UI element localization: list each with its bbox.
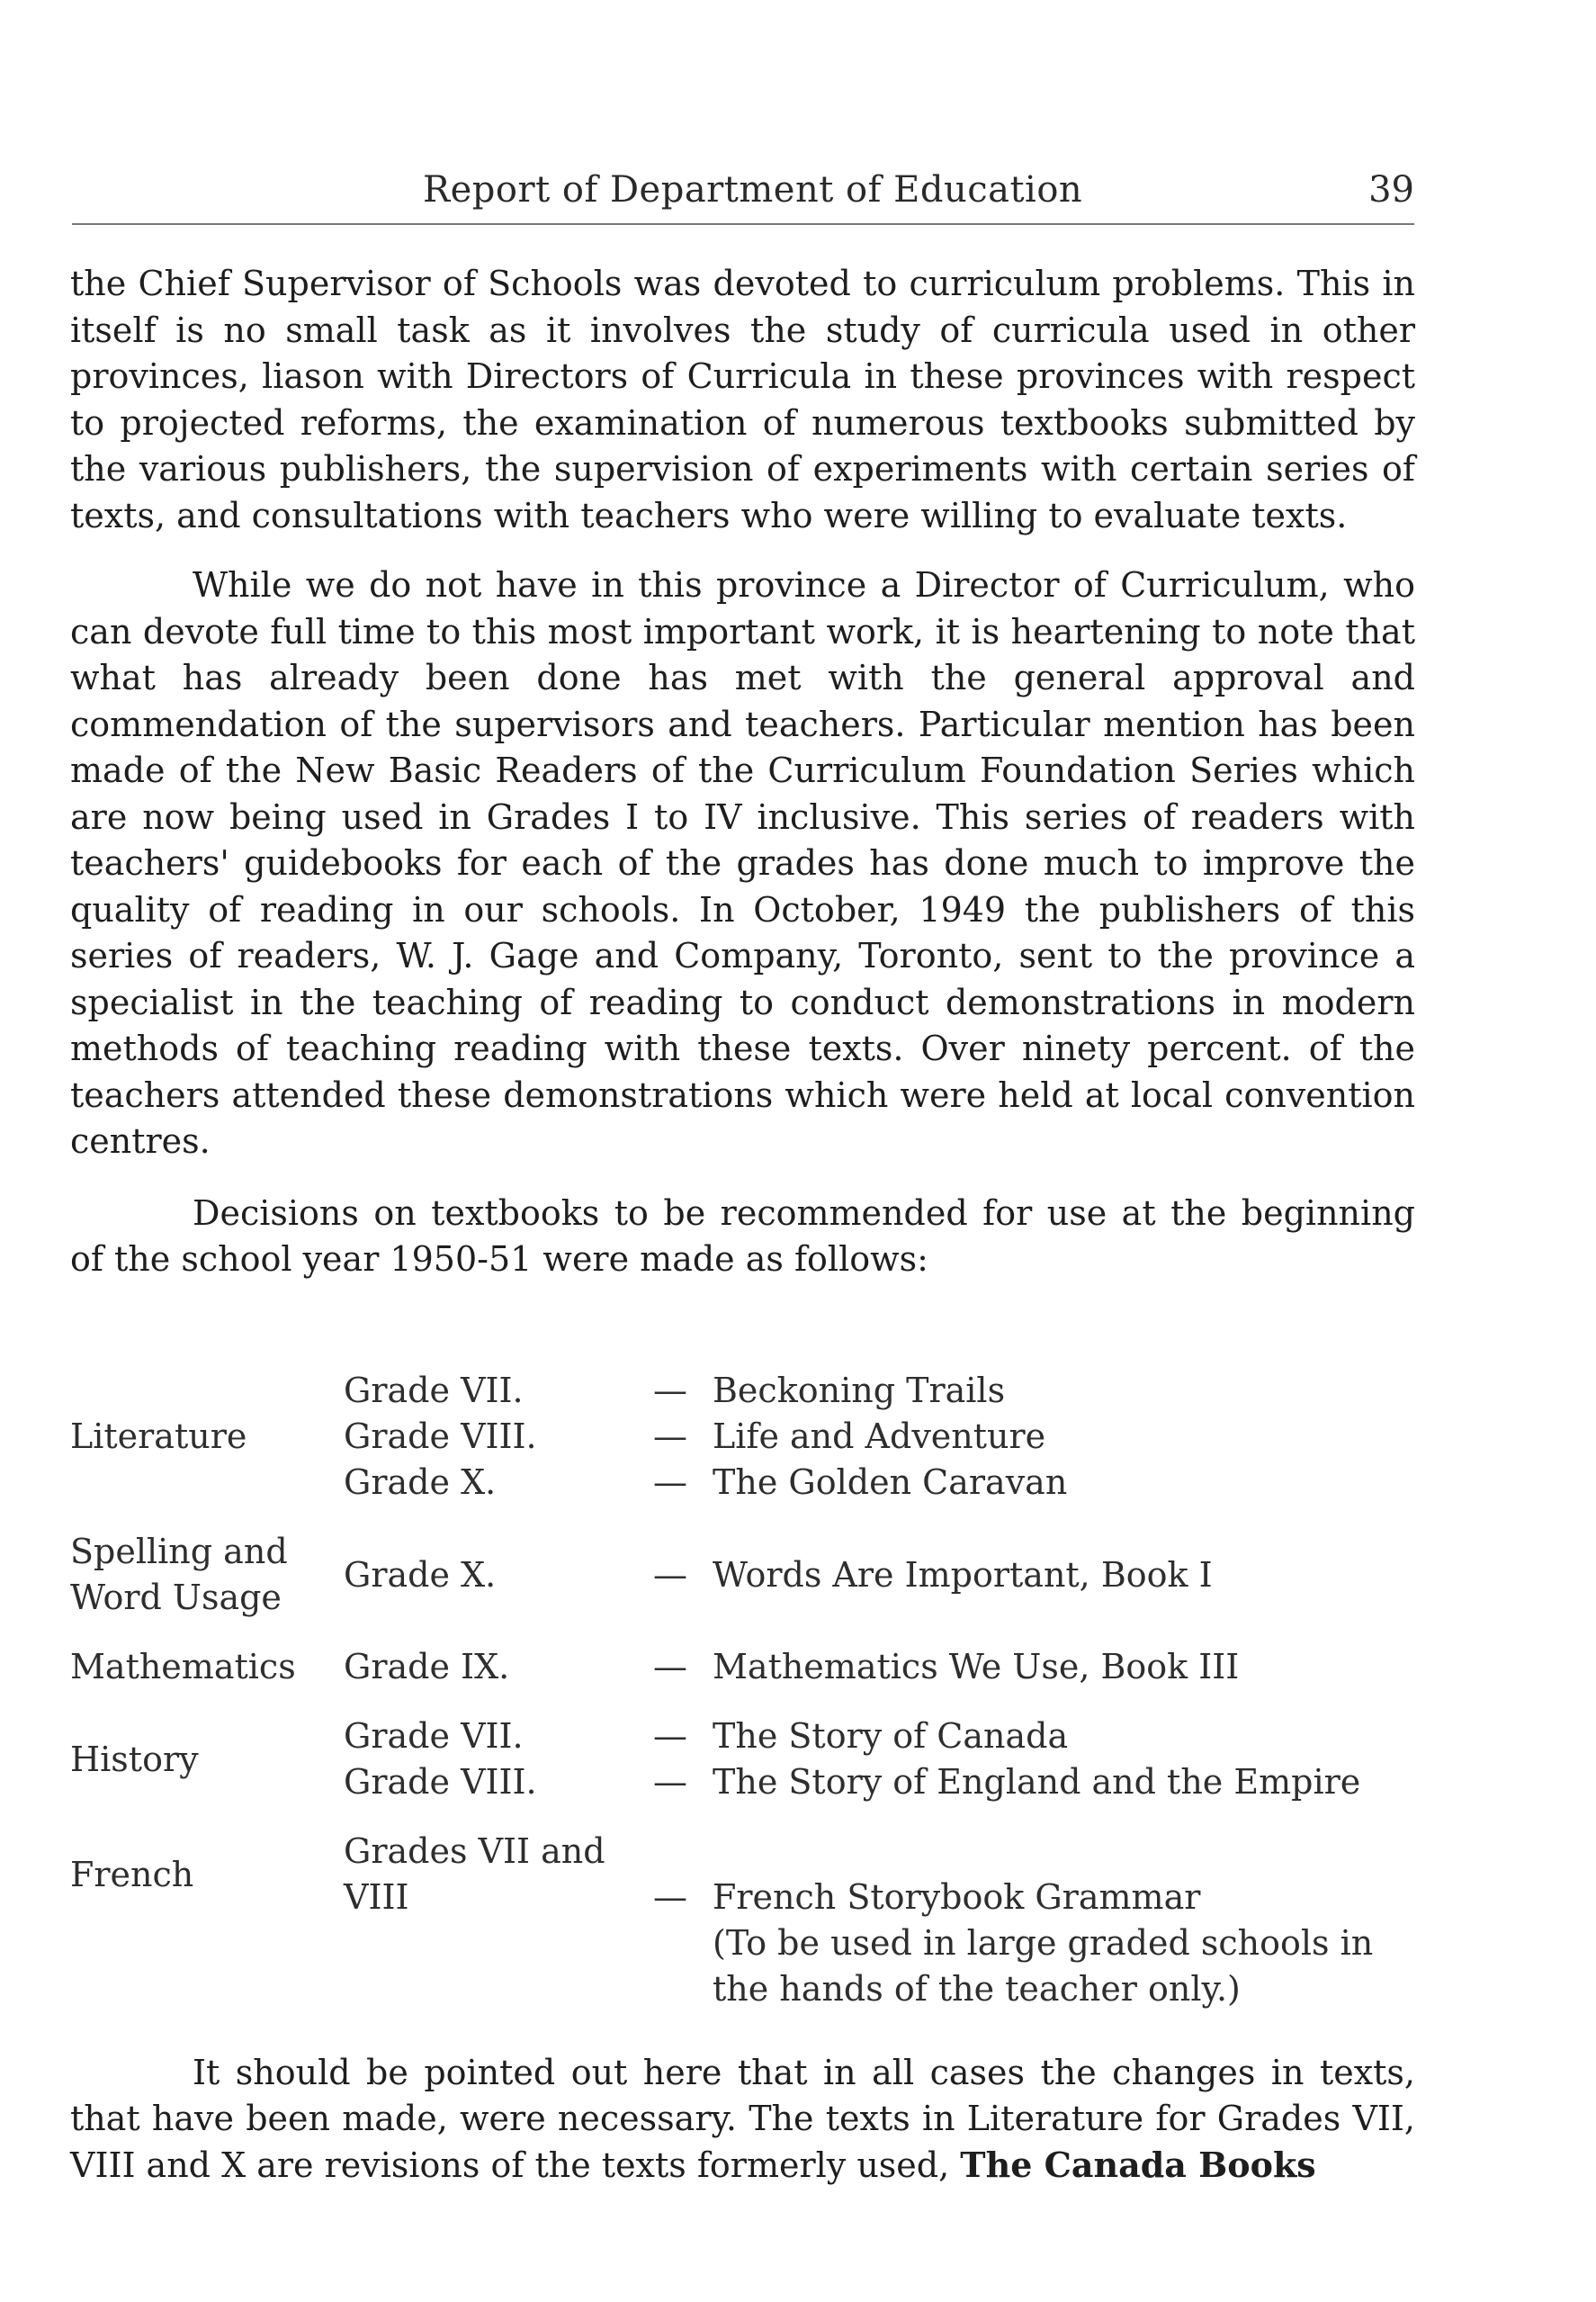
closing-bold-title: The Canada Books	[960, 2145, 1316, 2185]
book-entry: — Mathematics We Use, Book III	[653, 1647, 1240, 1686]
grade-label: Grade IX.	[344, 1647, 510, 1686]
book-entry: — Life and Adventure	[653, 1416, 1046, 1456]
running-title: Report of Department of Education	[423, 169, 1083, 211]
closing-paragraph	[70, 2050, 1415, 2189]
book-title: Words Are Important, Book I	[713, 1554, 1213, 1595]
subject-label: History	[70, 1739, 199, 1779]
book-entry: — Words Are Important, Book I	[653, 1554, 1213, 1595]
book-title: Life and Adventure	[713, 1416, 1046, 1456]
book-entry: — The Story of England and the Empire	[653, 1762, 1361, 1802]
grade-label: Grade X.	[344, 1462, 497, 1502]
page-number: 39	[1368, 169, 1414, 211]
decision-row-spelling	[70, 1529, 1415, 1621]
decision-row-literature	[70, 1368, 1415, 1506]
grade-label: Grades VII and	[344, 1831, 605, 1871]
subject-label: Literature	[70, 1416, 247, 1456]
decision-row-mathematics	[70, 1644, 1415, 1690]
book-title: The Golden Caravan	[713, 1462, 1068, 1502]
book-entry: — The Golden Caravan	[653, 1462, 1068, 1502]
grade-label: Grade X.	[344, 1554, 497, 1595]
grade-label: Grade VIII.	[344, 1416, 537, 1456]
closing-text: It should be pointed out here that in all cases the changes in texts, that have been made, were necessary. The texts in Literature for Grades VII, VIII and X are revisions of the texts formerly used,	[70, 2053, 1415, 2185]
grade-list	[344, 1829, 653, 1920]
paragraph-3: Decisions on textbooks to be recommended for use at the beginning of the school year 1950-51 were made as follows:	[70, 1192, 1415, 1279]
grade-list	[344, 1713, 653, 1805]
usage-note: (To be used in large graded schools in	[713, 1923, 1374, 1963]
body-text	[70, 261, 1415, 1283]
book-entry: — The Story of Canada	[653, 1716, 1069, 1756]
book-entry: — Beckoning Trails	[653, 1371, 1006, 1410]
decision-row-french	[70, 1829, 1415, 2012]
grade-label: Grade VII.	[344, 1716, 524, 1756]
decision-row-history	[70, 1713, 1415, 1805]
book-list	[653, 1368, 1415, 1506]
book-title: The Story of England and the Empire	[713, 1762, 1361, 1802]
grade-list	[344, 1368, 653, 1506]
book-title: Beckoning Trails	[713, 1371, 1006, 1410]
book-list	[653, 1829, 1415, 2012]
book-title: The Story of Canada	[713, 1716, 1069, 1756]
subject-label: Mathematics	[70, 1647, 296, 1686]
subject-label: Spelling and Word Usage	[70, 1532, 288, 1617]
book-list	[653, 1713, 1415, 1805]
book-title: Mathematics We Use, Book III	[713, 1647, 1240, 1686]
book-title: French Storybook Grammar	[713, 1877, 1201, 1917]
grade-label: VIII	[344, 1877, 409, 1917]
paragraph-2: While we do not have in this province a Director of Curriculum, who can devote full time to this most important work, it is heartening to note that what has already been done has met with the general approval and commendation of the supervisors and teachers. Particular mention has been made of the New Basic Readers of the Curriculum Foundation Series which are now being used in Grades I to IV inclusive. This series of readers with teachers' guidebooks for each of the grades has done much to improve the quality of reading in our schools. In October, 1949 the publishers of this series of readers, W. J. Gage and Company, Toronto, sent to the province a specialist in the teaching of reading to conduct demonstrations in modern methods of teaching reading with these texts. Over ninety percent. of the teachers attended these demonstrations which were held at local convention centres.	[70, 565, 1415, 1161]
paragraph-1: the Chief Supervisor of Schools was devoted to curriculum problems. This in itself is no small task as it involves the study of curricula used in other provinces, liason with Directors of Curricula in these provinces with respect to projected reforms, the examination of numerous textbooks submitted by the various publishers, the supervision of experiments with certain series of texts, and consultations with teachers who were willing to evaluate texts.	[70, 264, 1415, 535]
subject-label: French	[70, 1855, 194, 1894]
page-header	[72, 169, 1414, 227]
header-rule	[72, 223, 1414, 225]
grade-label: Grade VIII.	[344, 1762, 537, 1802]
grade-label: Grade VII.	[344, 1371, 524, 1410]
textbook-decisions-table	[70, 1368, 1415, 2036]
book-entry: — French Storybook Grammar	[653, 1877, 1201, 1917]
usage-note: the hands of the teacher only.)	[713, 1969, 1241, 2009]
